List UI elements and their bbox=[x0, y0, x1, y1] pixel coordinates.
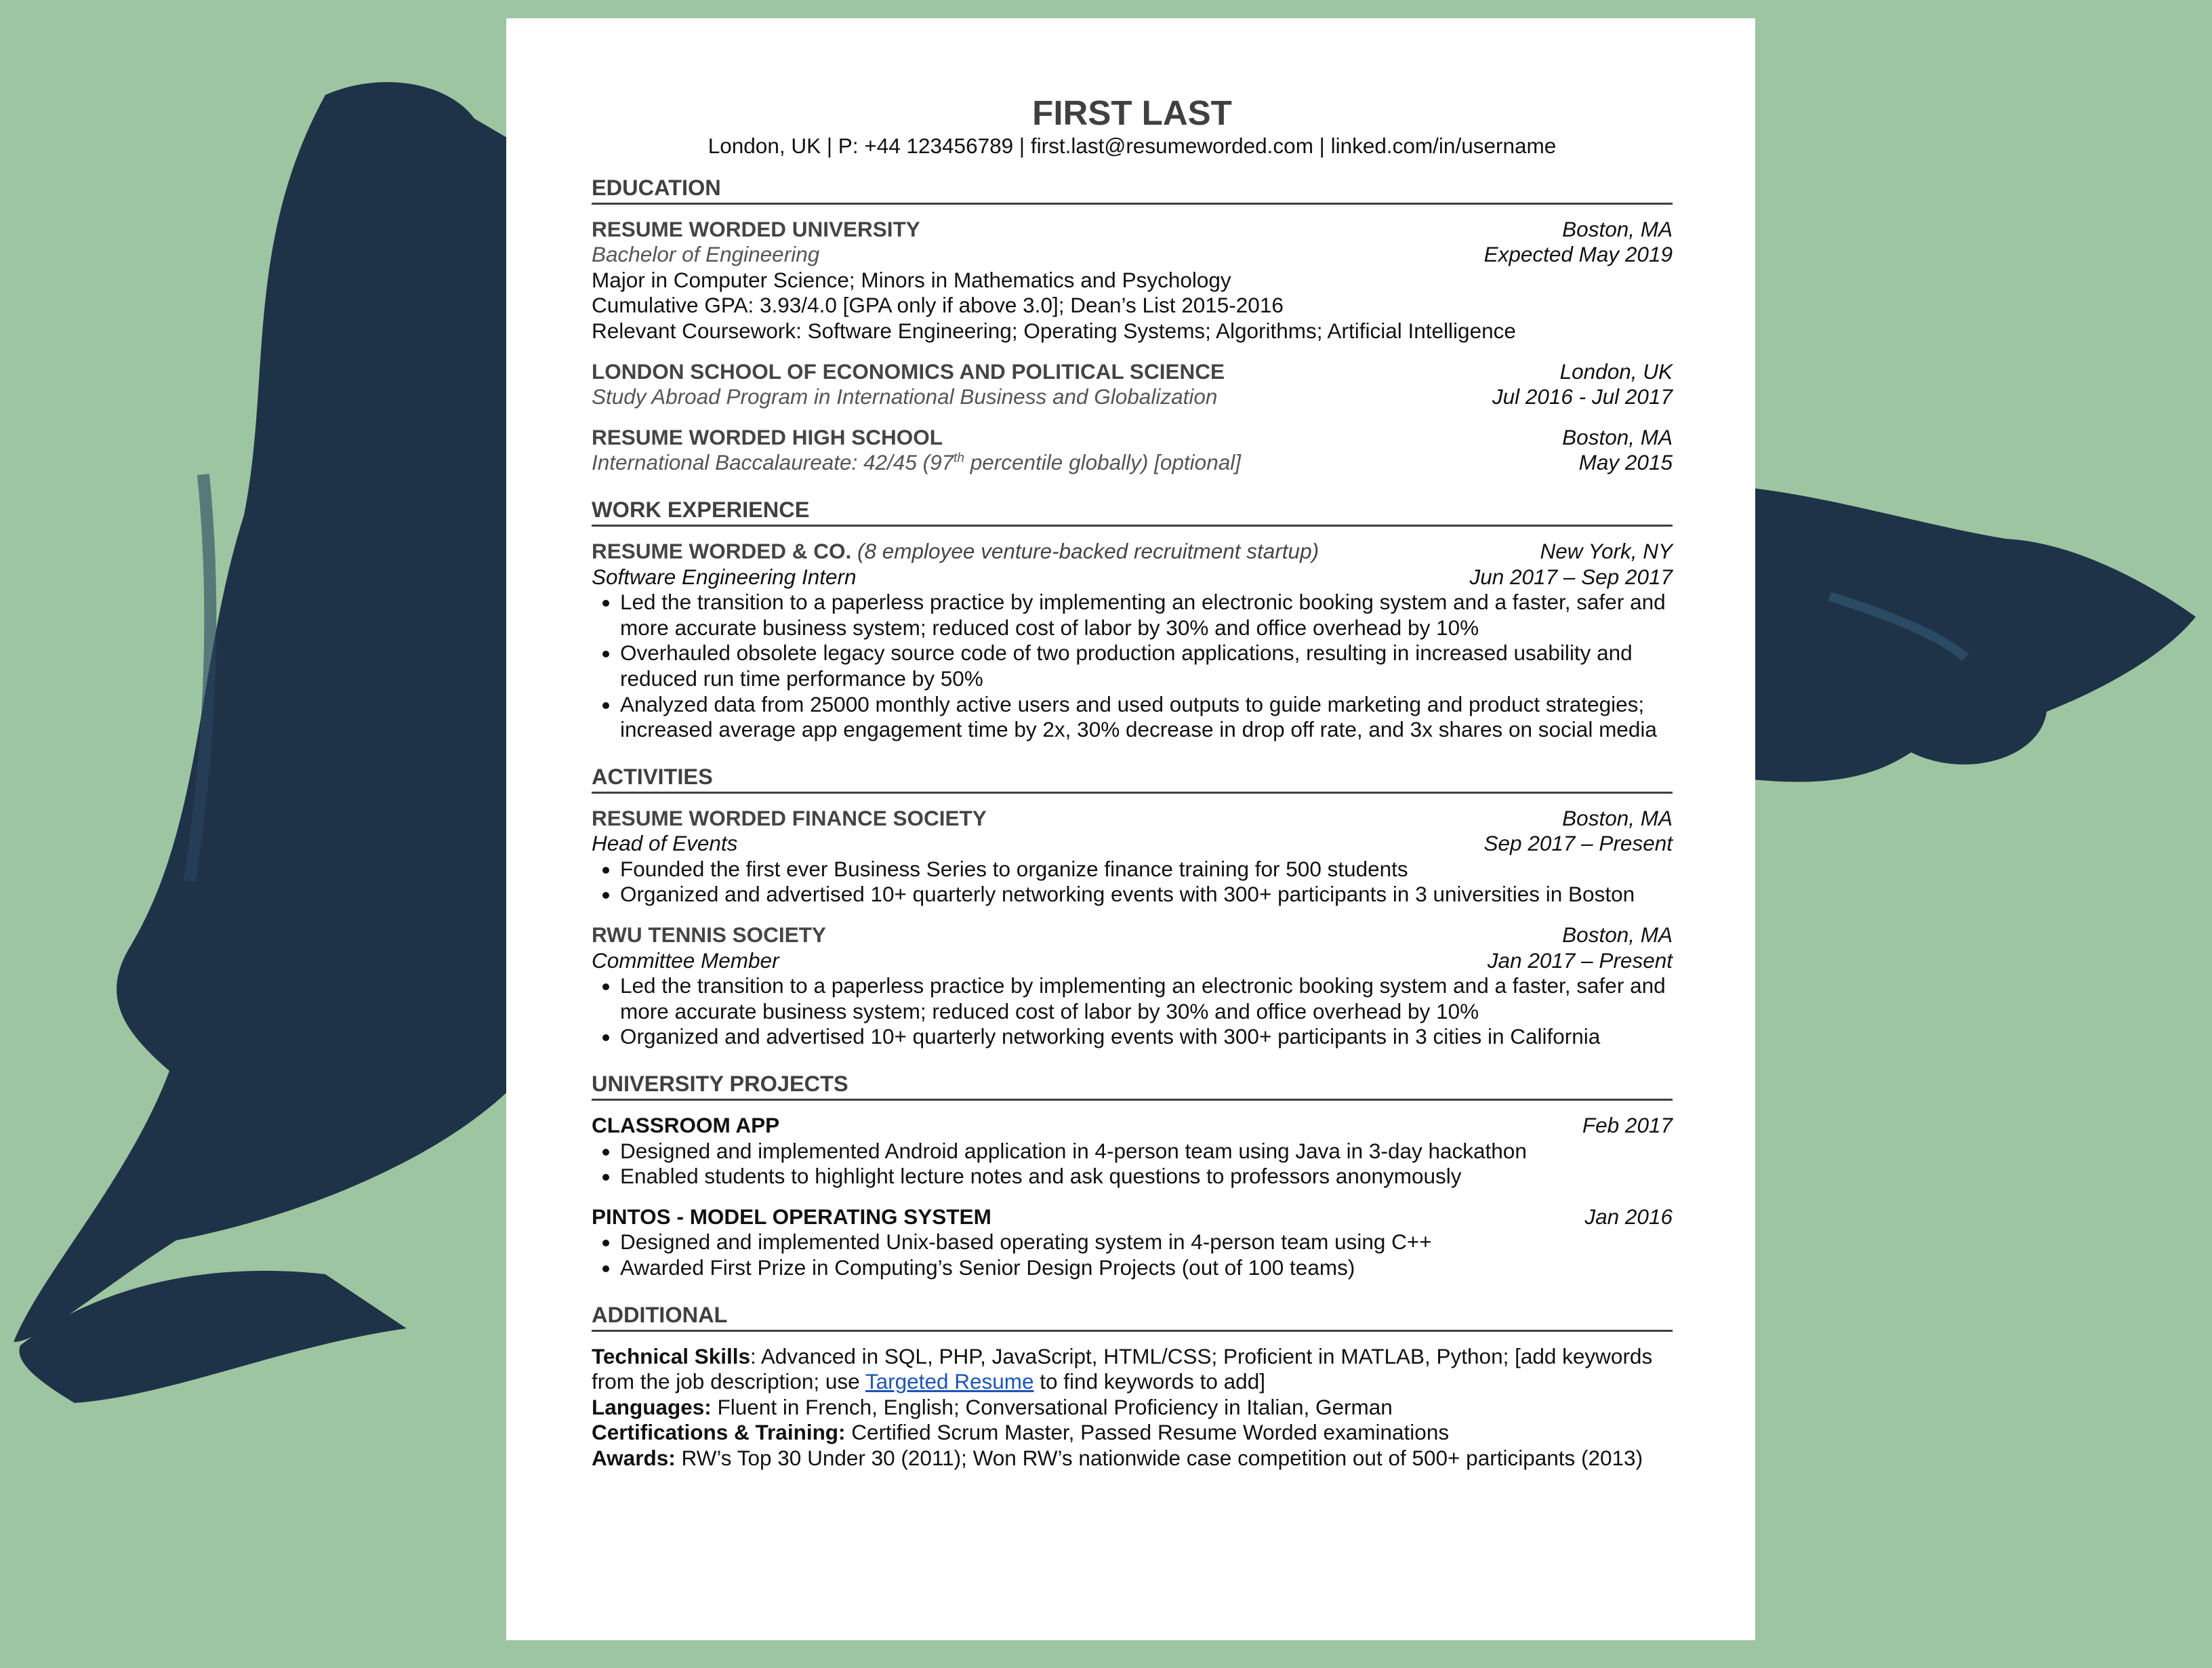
resume-name: FIRST LAST bbox=[1032, 94, 1232, 132]
certifications-text: Certified Scrum Master, Passed Resume Worded examinations bbox=[845, 1420, 1450, 1445]
employer-note: (8 employee venture-backed recruitment startup) bbox=[851, 538, 1319, 563]
job-title: Software Engineering Intern bbox=[592, 564, 857, 589]
languages bbox=[592, 1395, 1673, 1421]
bullet-item: • Designed and implemented Unix-based operating system in 4-person team using C++ bbox=[620, 1229, 1673, 1255]
education-detail: Major in Computer Science; Minors in Mathematics and Psychology bbox=[592, 267, 1231, 292]
skills-text: : Advanced in SQL, PHP, JavaScript, HTML/CSS; Proficient in MATLAB, Python; [add keywords from the job description; use bbox=[592, 1343, 1653, 1394]
education-date: Expected May 2019 bbox=[1483, 242, 1673, 267]
section-heading-projects: UNIVERSITY PROJECTS bbox=[592, 1070, 1673, 1101]
resume-page bbox=[506, 18, 1755, 1640]
bullet-list bbox=[592, 590, 1673, 743]
activity-location: Boston, MA bbox=[1562, 805, 1673, 830]
diploma-text: International Baccalaureate: 42/45 (97 bbox=[592, 450, 954, 475]
ordinal-suffix: th bbox=[954, 451, 964, 466]
education-detail: Relevant Coursework: Software Engineering; Operating Systems; Algorithms; Artificial Intelligence bbox=[592, 318, 1516, 343]
technical-skills bbox=[592, 1344, 1673, 1395]
work-entry bbox=[592, 539, 1673, 743]
project-entry bbox=[592, 1204, 1673, 1281]
project-title: CLASSROOM APP bbox=[592, 1113, 780, 1138]
bullet-item: • Organized and advertised 10+ quarterly networking events with 300+ participants in 3 cities in California bbox=[620, 1024, 1673, 1050]
bullet-list bbox=[592, 1229, 1673, 1280]
bullet-list bbox=[592, 973, 1673, 1050]
bullet-item: • Awarded First Prize in Computing’s Senior Design Projects (out of 100 teams) bbox=[620, 1255, 1673, 1281]
awards bbox=[592, 1446, 1673, 1471]
certifications-label: Certifications & Training: bbox=[592, 1420, 846, 1445]
diploma-text: percentile globally) [optional] bbox=[964, 450, 1241, 475]
activity-entry bbox=[592, 806, 1673, 908]
activity-entry bbox=[592, 922, 1673, 1050]
school-location: London, UK bbox=[1559, 359, 1673, 384]
project-date: Feb 2017 bbox=[1582, 1113, 1673, 1138]
skills-text: to find keywords to add] bbox=[1033, 1369, 1265, 1394]
bullet-item: • Founded the first ever Business Series to organize finance training for 500 students bbox=[620, 857, 1673, 882]
section-heading-work: WORK EXPERIENCE bbox=[592, 496, 1673, 527]
work-location: New York, NY bbox=[1540, 538, 1673, 563]
targeted-resume-link[interactable]: Targeted Resume bbox=[865, 1369, 1034, 1394]
education-date: May 2015 bbox=[1578, 450, 1673, 475]
education-detail: Cumulative GPA: 3.93/4.0 [GPA only if above 3.0]; Dean’s List 2015-2016 bbox=[592, 293, 1284, 318]
school-name: LONDON SCHOOL OF ECONOMICS AND POLITICAL SCIENCE bbox=[592, 359, 1225, 384]
employer-name: RESUME WORDED & CO. bbox=[592, 538, 852, 563]
skills-label: Technical Skills bbox=[592, 1343, 751, 1368]
employer bbox=[592, 539, 1319, 565]
contact-line: London, UK | P: +44 123456789 | first.last@resumeworded.com | linked.com/in/username bbox=[708, 134, 1557, 158]
project-date: Jan 2016 bbox=[1584, 1204, 1673, 1229]
bullet-item: • Led the transition to a paperless practice by implementing an electronic booking system and a faster, safer and more accurate business system; reduced cost of labor by 30% and office overhead by 10% bbox=[620, 590, 1673, 640]
certifications bbox=[592, 1420, 1673, 1446]
awards-text: RW’s Top 30 Under 30 (2011); Won RW’s nationwide case competition out of 500+ participants (2013) bbox=[675, 1445, 1643, 1470]
activity-date: Sep 2017 – Present bbox=[1483, 831, 1673, 856]
section-heading-education: EDUCATION bbox=[592, 174, 1673, 205]
activity-date: Jan 2017 – Present bbox=[1487, 948, 1673, 973]
education-section bbox=[592, 174, 1673, 476]
bullet-item: • Enabled students to highlight lecture notes and ask questions to professors anonymously bbox=[620, 1164, 1673, 1189]
education-entry bbox=[592, 425, 1673, 476]
languages-label: Languages: bbox=[592, 1394, 712, 1419]
activity-role: Head of Events bbox=[592, 831, 738, 856]
languages-text: Fluent in French, English; Conversational Proficiency in Italian, German bbox=[711, 1394, 1393, 1419]
school-location: Boston, MA bbox=[1562, 424, 1673, 449]
bullet-item: • Organized and advertised 10+ quarterly networking events with 300+ participants in 3 universities in Boston bbox=[620, 882, 1673, 908]
awards-label: Awards: bbox=[592, 1445, 676, 1470]
school-location: Boston, MA bbox=[1562, 216, 1673, 241]
activity-org: RESUME WORDED FINANCE SOCIETY bbox=[592, 805, 987, 830]
bullet-item: • Overhauled obsolete legacy source code of two production applications, resulting in increased usability and reduced run time performance by 50% bbox=[620, 640, 1673, 691]
project-entry bbox=[592, 1113, 1673, 1189]
school-name: RESUME WORDED HIGH SCHOOL bbox=[592, 424, 943, 449]
additional-section bbox=[592, 1301, 1673, 1471]
degree: Bachelor of Engineering bbox=[592, 242, 820, 267]
education-date: Jul 2016 - Jul 2017 bbox=[1492, 384, 1673, 409]
section-heading-activities: ACTIVITIES bbox=[592, 763, 1673, 794]
work-section bbox=[592, 496, 1673, 743]
bullet-list bbox=[592, 857, 1673, 908]
school-name: RESUME WORDED UNIVERSITY bbox=[592, 216, 920, 241]
work-date: Jun 2017 – Sep 2017 bbox=[1469, 564, 1673, 589]
diploma bbox=[592, 450, 1241, 476]
projects-section bbox=[592, 1070, 1673, 1281]
education-entry bbox=[592, 217, 1673, 344]
bullet-list bbox=[592, 1139, 1673, 1189]
activity-location: Boston, MA bbox=[1562, 922, 1673, 948]
bullet-item: • Analyzed data from 25000 monthly active users and used outputs to guide marketing and product strategies; increased average app engagement time by 2x, 30% decrease in drop off rate, and 3x shares on social media bbox=[620, 692, 1673, 743]
education-entry bbox=[592, 359, 1673, 410]
bullet-item: • Designed and implemented Android application in 4-person team using Java in 3-day hackathon bbox=[620, 1139, 1673, 1164]
activity-role: Committee Member bbox=[592, 948, 779, 973]
program: Study Abroad Program in International Business and Globalization bbox=[592, 384, 1218, 409]
bullet-item: • Led the transition to a paperless practice by implementing an electronic booking system and a faster, safer and more accurate business system; reduced cost of labor by 30% and office overhead by 10% bbox=[620, 973, 1673, 1024]
activities-section bbox=[592, 763, 1673, 1050]
section-heading-additional: ADDITIONAL bbox=[592, 1301, 1673, 1332]
project-title: PINTOS - MODEL OPERATING SYSTEM bbox=[592, 1204, 991, 1229]
activity-org: RWU TENNIS SOCIETY bbox=[592, 922, 826, 948]
